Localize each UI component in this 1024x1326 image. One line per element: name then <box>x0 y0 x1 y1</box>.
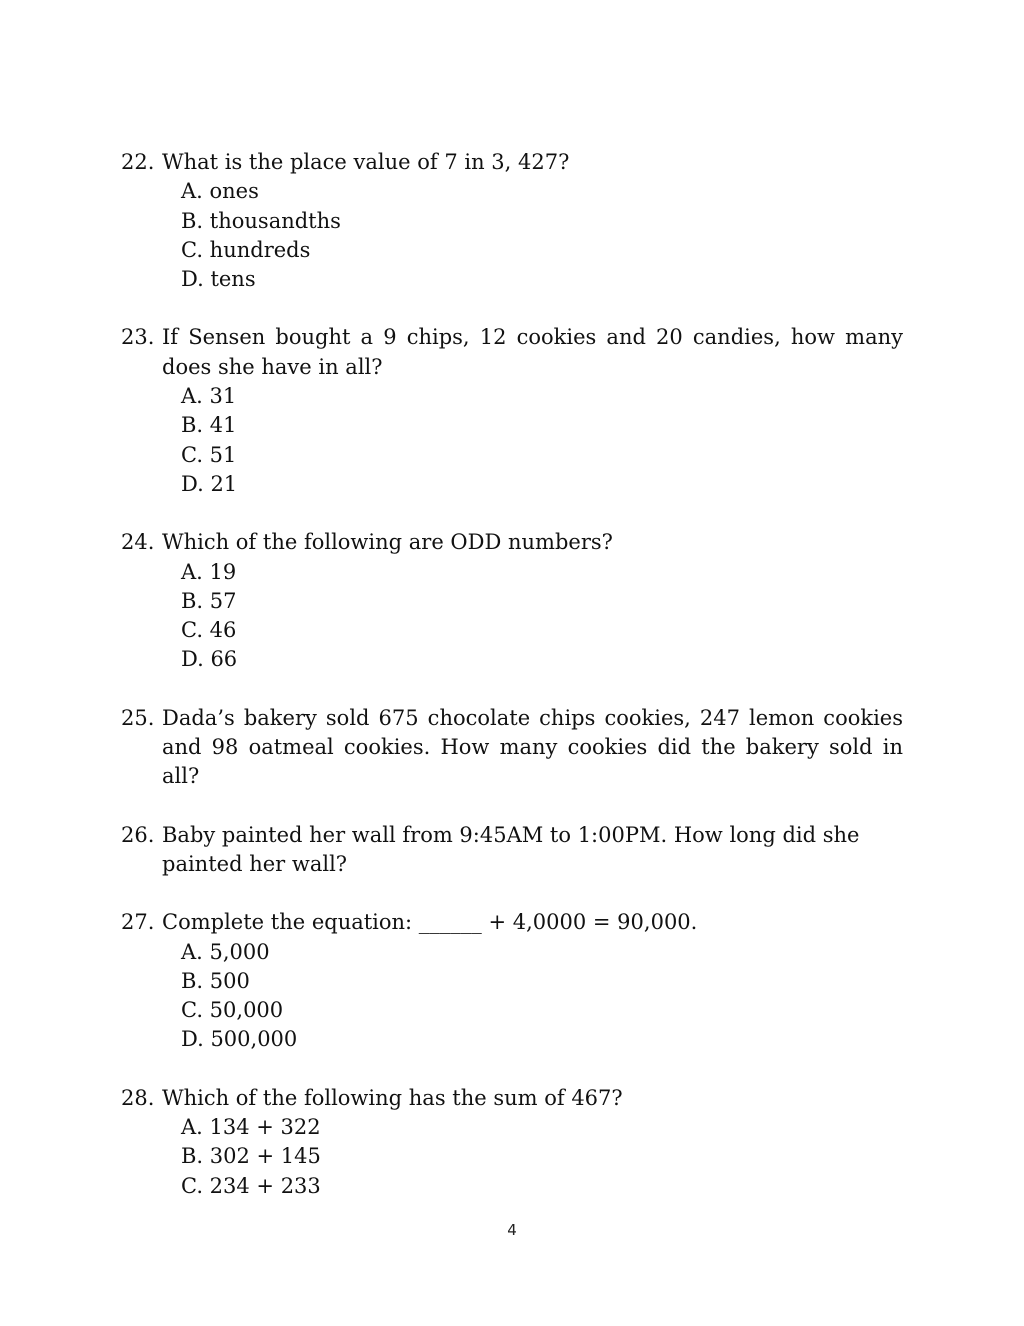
option-c: C. 50,000 <box>181 998 284 1023</box>
question-stem <box>121 704 903 792</box>
question-number: 22. <box>121 150 155 174</box>
question-number: 27. <box>121 910 155 935</box>
question-text: Baby painted her wall from 9:45AM to 1:00PM. How long did she painted her wall? <box>162 822 860 876</box>
option-a: A. 31 <box>181 384 237 409</box>
option-c: C. 234 + 233 <box>181 1173 321 1198</box>
question-text: Which of the following has the sum of 467? <box>162 1085 623 1110</box>
question-stem <box>121 528 903 557</box>
option-d: D. 66 <box>181 647 238 672</box>
option-b: B. 302 + 145 <box>181 1144 321 1169</box>
question-list <box>121 148 903 1230</box>
question-text: Dada’s bakery sold 675 chocolate chips cookies, 247 lemon cookies and 98 oatmeal cookies. How many cookies did the bakery sold in all? <box>162 705 903 789</box>
question-stem <box>121 148 903 177</box>
question-text: If Sensen bought a 9 chips, 12 cookies and 20 candies, how many does she have in all? <box>162 325 903 379</box>
option-d: D. 21 <box>181 471 238 496</box>
question-text: Complete the equation: ______ + 4,0000 = 90,000. <box>162 910 698 935</box>
question-text: What is the place value of 7 in 3, 427? <box>162 150 570 174</box>
question-25 <box>121 704 903 792</box>
option-c: C. 46 <box>181 618 237 643</box>
option-c: C. 51 <box>181 442 237 467</box>
question-number: 25. <box>121 705 155 730</box>
option-b: B. 500 <box>181 968 250 993</box>
question-number: 23. <box>121 325 155 350</box>
question-stem <box>121 1084 903 1113</box>
question-22 <box>121 148 903 294</box>
option-b: B. 57 <box>181 588 237 613</box>
question-stem <box>121 323 903 382</box>
option-list <box>121 558 903 675</box>
option-c: C. hundreds <box>181 237 311 262</box>
option-b: B. thousandths <box>181 208 341 233</box>
option-list <box>121 938 903 1055</box>
option-a: A. 19 <box>181 559 237 584</box>
question-23 <box>121 323 903 499</box>
question-stem <box>121 908 903 937</box>
question-26 <box>121 821 903 880</box>
option-a: A. ones <box>181 179 259 204</box>
question-number: 28. <box>121 1085 155 1110</box>
page-number: 4 <box>507 1221 517 1239</box>
question-27 <box>121 908 903 1054</box>
option-a: A. 5,000 <box>181 939 270 964</box>
option-d: D. tens <box>181 267 256 292</box>
question-number: 24. <box>121 530 155 555</box>
option-a: A. 134 + 322 <box>181 1115 321 1140</box>
question-28 <box>121 1084 903 1201</box>
option-b: B. 41 <box>181 413 237 438</box>
option-d: D. 500,000 <box>181 1027 298 1052</box>
question-number: 26. <box>121 822 155 847</box>
option-list <box>121 1113 903 1201</box>
question-stem <box>121 821 903 880</box>
question-text: Which of the following are ODD numbers? <box>162 530 613 555</box>
question-24 <box>121 528 903 674</box>
option-list <box>121 382 903 499</box>
option-list <box>121 177 903 294</box>
